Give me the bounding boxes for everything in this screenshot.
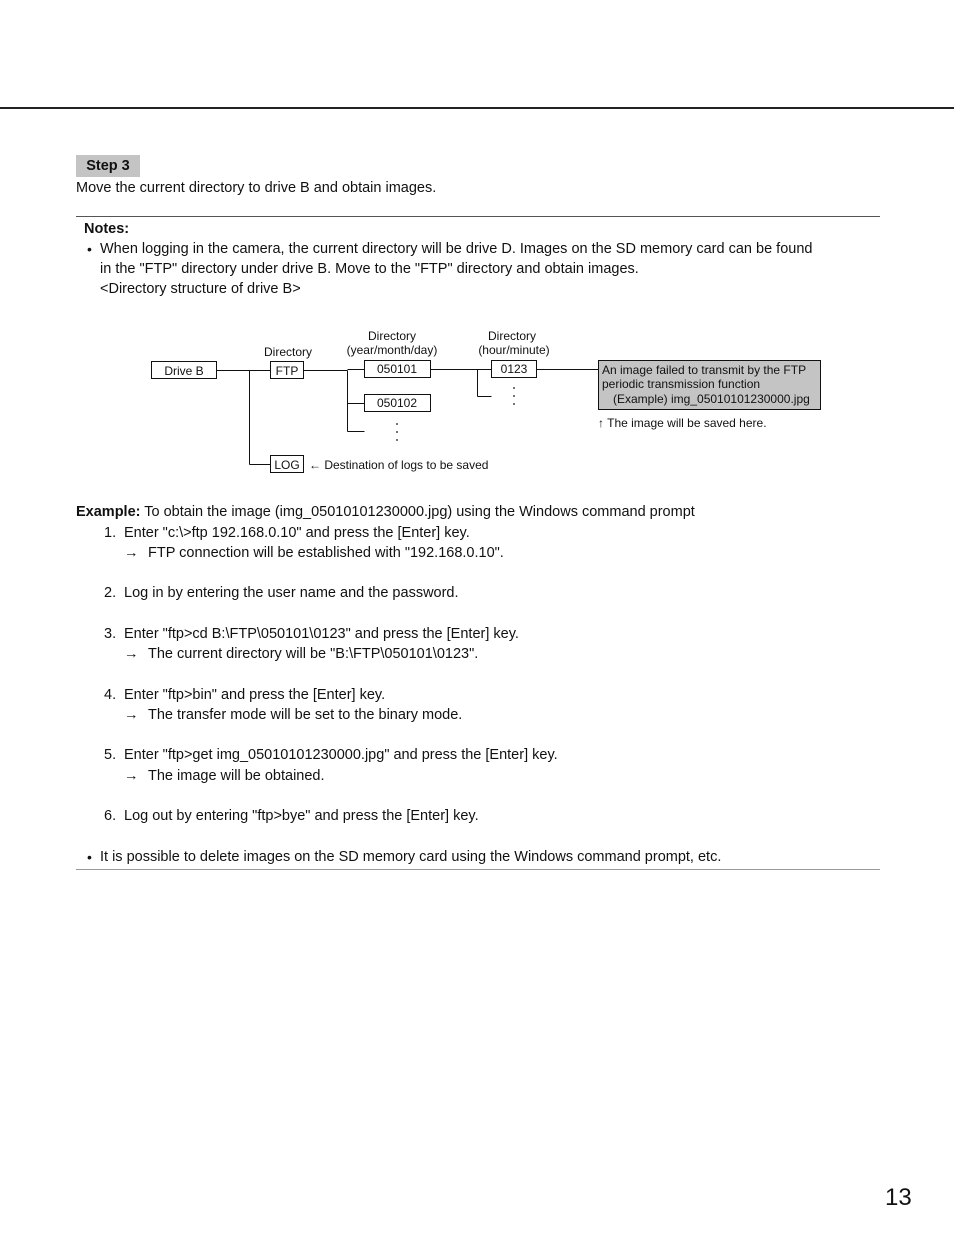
step-badge: Step 3: [76, 155, 140, 177]
step-6-number: 6.: [104, 808, 117, 824]
step-instruction: Move the current directory to drive B and obtain images.: [76, 180, 437, 196]
step-3-number: 3.: [104, 626, 117, 642]
notes-bottom-rule: [76, 869, 880, 870]
date-label-050102: 050102: [376, 396, 418, 410]
result-arrow: →: [124, 768, 139, 784]
date-column-header-1: Directory: [367, 329, 417, 343]
image-box-line-2: periodic transmission function: [602, 377, 761, 391]
example-label: Example:: [76, 504, 141, 520]
step-4-number: 4.: [104, 687, 117, 703]
step-5-result: [124, 766, 325, 786]
example-intro: To obtain the image (img_05010101230000.jpg) using the Windows command prompt: [144, 504, 695, 520]
image-box-line-1: An image failed to transmit by the FTP: [602, 363, 807, 377]
bullet-dot: •: [87, 849, 92, 865]
page-number: 13: [885, 1184, 912, 1211]
drive-b-label: Drive B: [164, 364, 204, 378]
step-1-number: 1.: [104, 525, 117, 541]
step-1-result: [124, 543, 504, 563]
step-1-result-text: FTP connection will be established with "192.168.0.10".: [148, 545, 504, 561]
step-2-number: 2.: [104, 585, 117, 601]
image-box-line-3: (Example) img_05010101230000.jpg: [613, 392, 810, 406]
result-arrow: →: [124, 707, 139, 723]
step-2-text: Log in by entering the user name and the password.: [124, 585, 459, 601]
notes-bullet-line-2: in the "FTP" directory under drive B. Move to the "FTP" directory and obtain images.: [100, 261, 639, 277]
time-column-header-2: (hour/minute): [478, 343, 550, 357]
date-label-050101: 050101: [376, 362, 418, 376]
directory-tree-diagram: [0, 320, 954, 480]
time-label-0123: 0123: [500, 362, 528, 376]
step-3-text: Enter "ftp>cd B:\FTP\050101\0123" and press the [Enter] key.: [124, 626, 519, 642]
step-6-text: Log out by entering "ftp>bye" and press the [Enter] key.: [124, 808, 479, 824]
bullet-dot: •: [87, 241, 92, 257]
log-label: LOG: [274, 458, 300, 472]
time-column-header-1: Directory: [487, 329, 537, 343]
ftp-column-header: Directory: [263, 345, 313, 359]
notes-heading: Notes:: [84, 221, 130, 237]
ftp-label: FTP: [275, 364, 299, 378]
example-intro-line: [76, 502, 695, 522]
step-4-result-text: The transfer mode will be set to the binary mode.: [148, 707, 463, 723]
step-4-result: [124, 705, 462, 725]
header-rule: [0, 107, 954, 109]
directory-structure-caption: <Directory structure of drive B>: [100, 281, 301, 297]
step-5-text: Enter "ftp>get img_05010101230000.jpg" and press the [Enter] key.: [124, 747, 558, 763]
step-5-number: 5.: [104, 747, 117, 763]
result-arrow: →: [124, 545, 139, 561]
log-destination-note: ← Destination of logs to be saved: [309, 458, 489, 472]
step-1-text: Enter "c:\>ftp 192.168.0.10" and press the [Enter] key.: [124, 525, 470, 541]
image-saved-note: ↑ The image will be saved here.: [598, 416, 767, 430]
date-column-header-2: (year/month/day): [346, 343, 438, 357]
notes-bullet-line-1: When logging in the camera, the current directory will be drive D. Images on the SD memory card can be found: [100, 241, 813, 257]
notes-bullet-delete: It is possible to delete images on the SD memory card using the Windows command prompt, etc.: [100, 849, 722, 865]
step-4-text: Enter "ftp>bin" and press the [Enter] key.: [124, 687, 386, 703]
step-5-result-text: The image will be obtained.: [148, 768, 325, 784]
notes-top-rule: [76, 216, 880, 217]
result-arrow: →: [124, 646, 139, 662]
step-3-result-text: The current directory will be "B:\FTP\050101\0123".: [148, 646, 479, 662]
step-3-result: [124, 644, 478, 664]
